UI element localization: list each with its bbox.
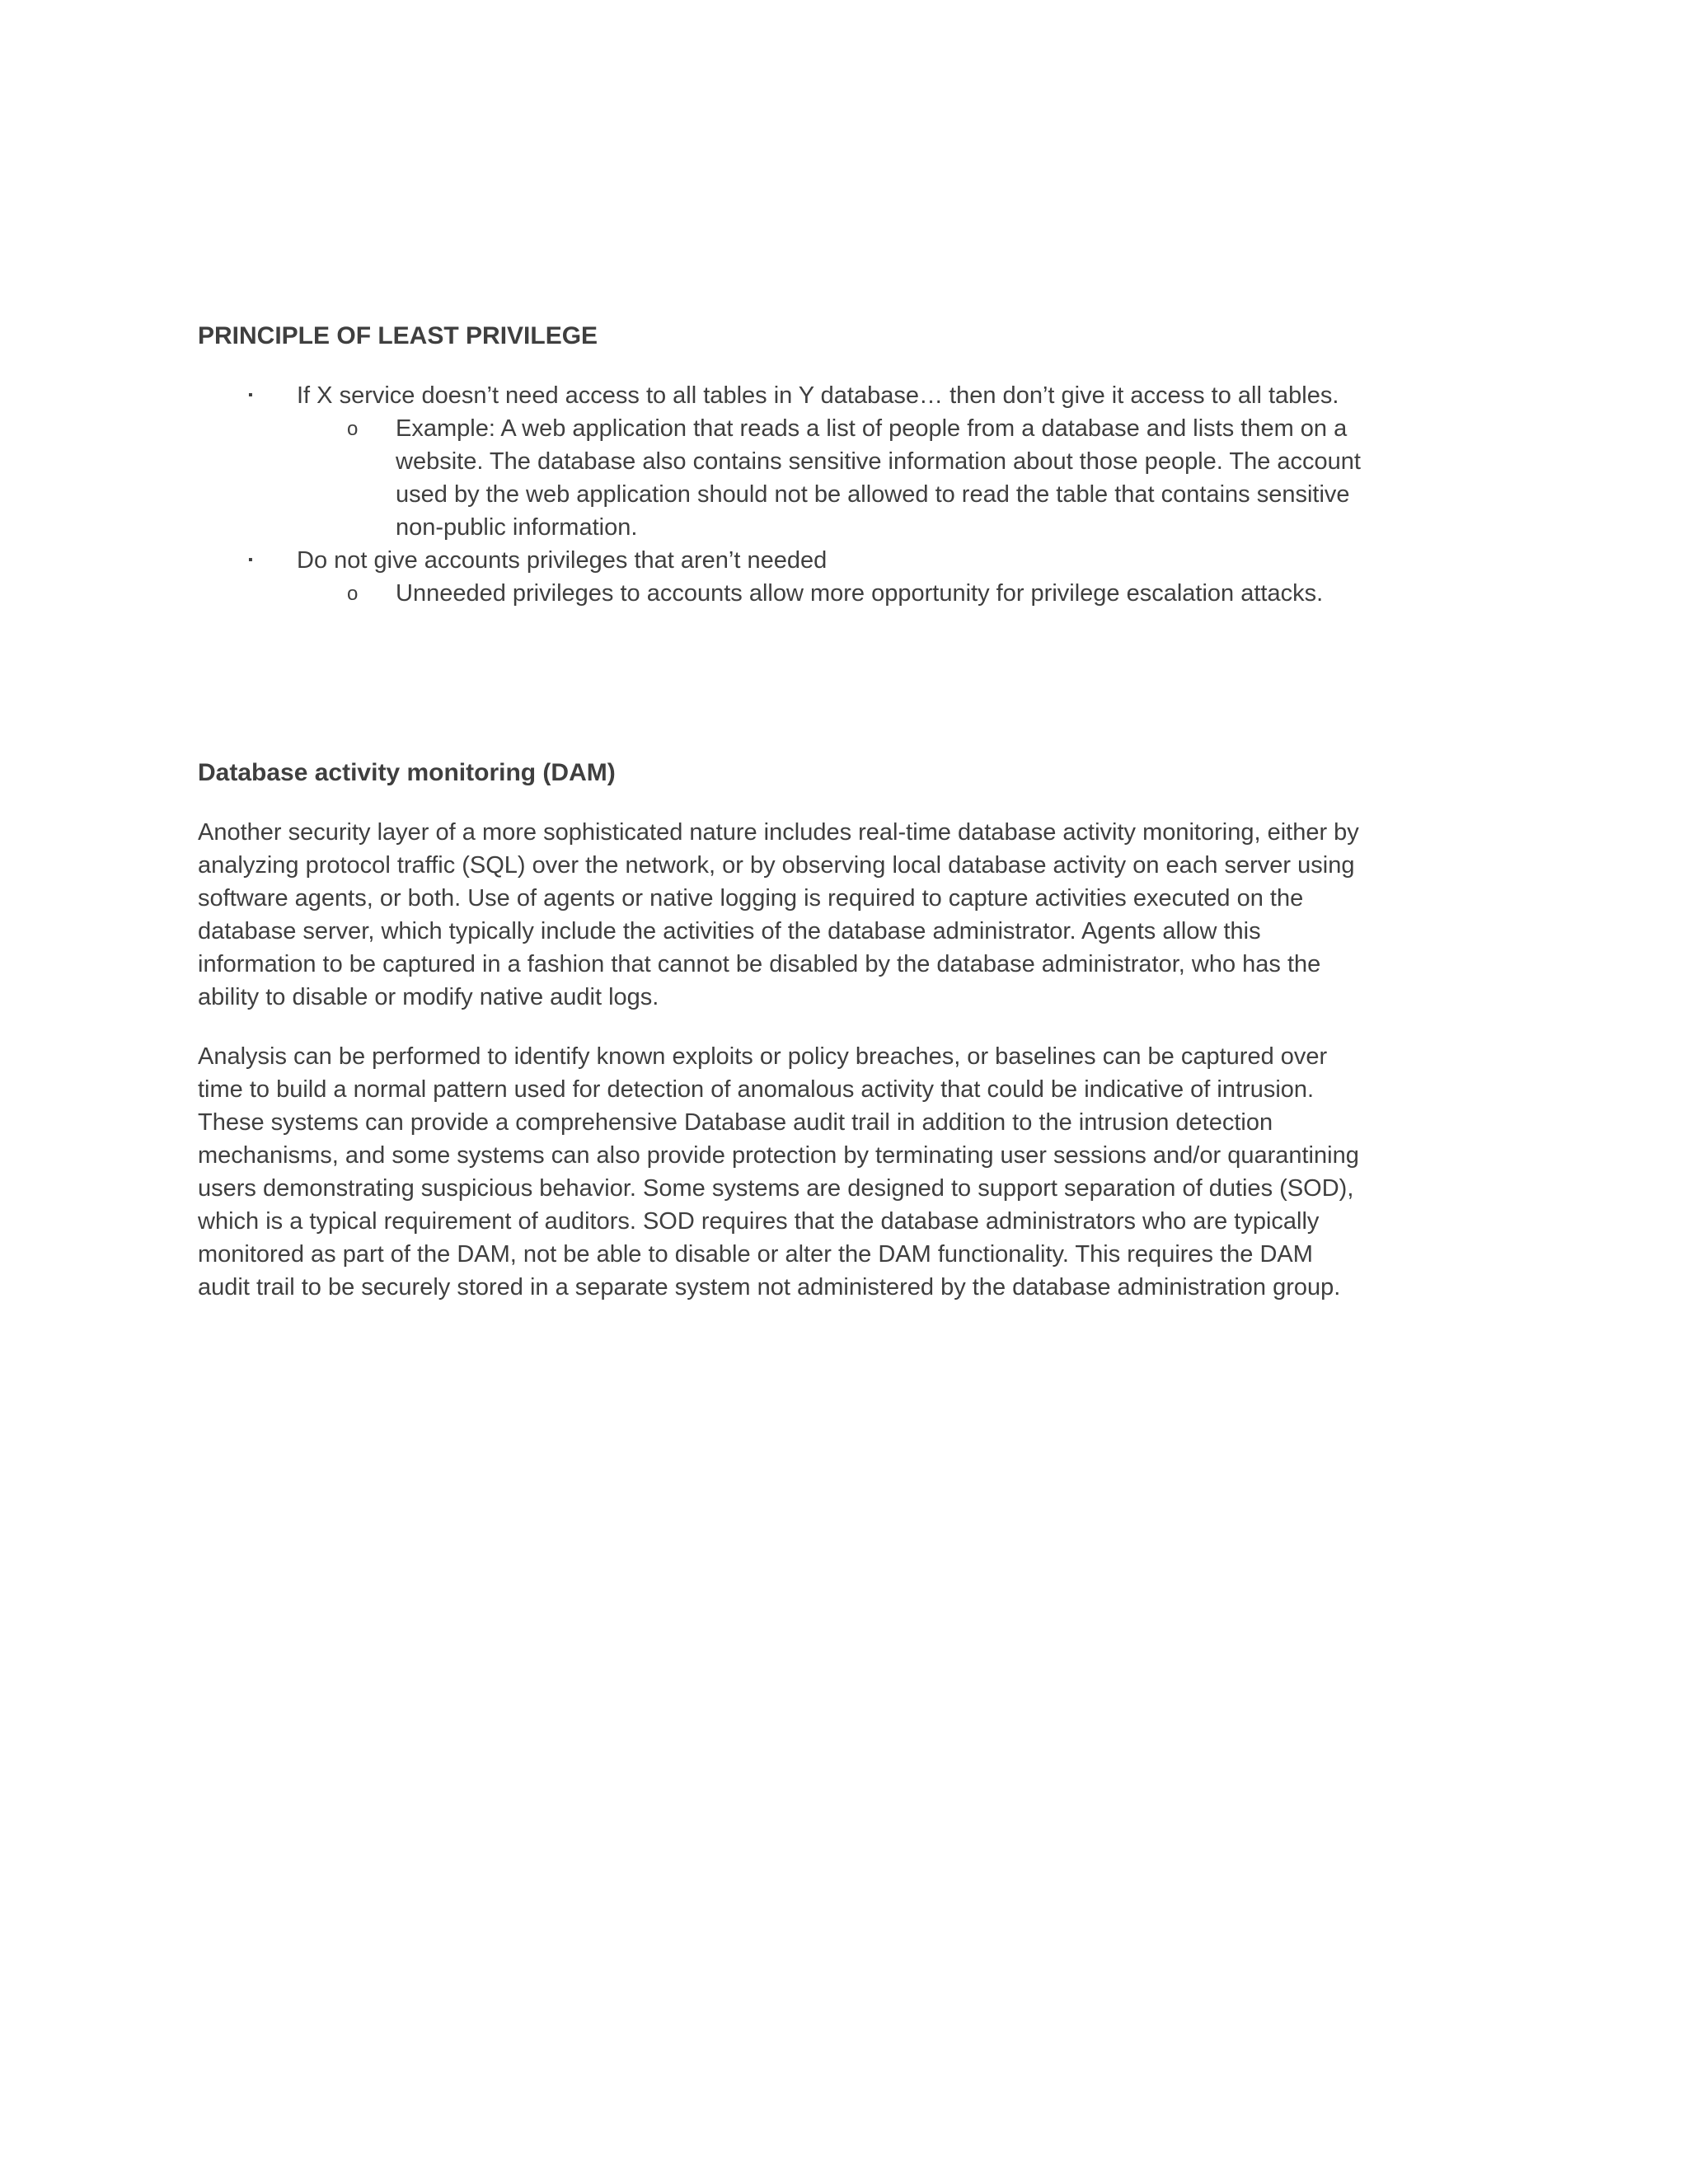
least-privilege-heading: PRINCIPLE OF LEAST PRIVILEGE [198,322,598,349]
dam-paragraph-2: Analysis can be performed to identify known exploits or policy breaches, or baselines can be captured over time to build a normal pattern used for detection of anomalous activity that could be indicative of intrusion. These systems can provide a comprehensive Database audit trail in addition to the intrusion detection mechanisms, and some systems can also provide protection by terminating user sessions and/or quarantining users demonstrating suspicious behavior. Some systems are designed to support separation of duties (SOD), which is a typical requirement of auditors. SOD requires that the database administrators who are typically monitored as part of the DAM, not be able to disable or alter the DAM functionality. This requires the DAM audit trail to be securely stored in a separate system not administered by the database administration group. [198,1043,1359,1301]
sub-list [297,577,1368,610]
sub-bullet-text: Example: A web application that reads a list of people from a database and lists them on a website. The database also contains sensitive information about those people. The account used by the web application should not be allowed to read the table that contains sensitive non-public information. [396,415,1361,541]
circle-bullet-icon: o [347,583,359,605]
dam-paragraph-1: Another security layer of a more sophisticated nature includes real-time database activity monitoring, either by analyzing protocol traffic (SQL) over the network, or by observing local database activity on each server using software agents, or both. Use of agents or native logging is required to capture activities executed on the database server, which typically include the activities of the database administrator. Agents allow this information to be captured in a fashion that cannot be disabled by the database administrator, who has the ability to disable or modify native audit logs. [198,819,1359,1010]
square-bullet-icon: ▪ [248,388,253,402]
bullet-text: If X service doesn’t need access to all tables in Y database… then don’t give it access to all tables. [297,382,1339,409]
sub-list [297,412,1368,544]
dam-section [198,757,1368,1304]
list-item [198,544,1368,610]
bullet-text: Do not give accounts privileges that aren’t needed [297,547,828,574]
dam-heading: Database activity monitoring (DAM) [198,759,616,786]
sub-bullet-text: Unneeded privileges to accounts allow more opportunity for privilege escalation attacks. [396,580,1324,607]
circle-bullet-icon: o [347,418,359,440]
document-body [198,320,1368,1330]
list-item [198,379,1368,544]
square-bullet-icon: ▪ [248,553,253,567]
sub-list-item [297,577,1368,610]
least-privilege-list [198,379,1368,610]
sub-list-item [297,412,1368,544]
least-privilege-section [198,320,1368,610]
